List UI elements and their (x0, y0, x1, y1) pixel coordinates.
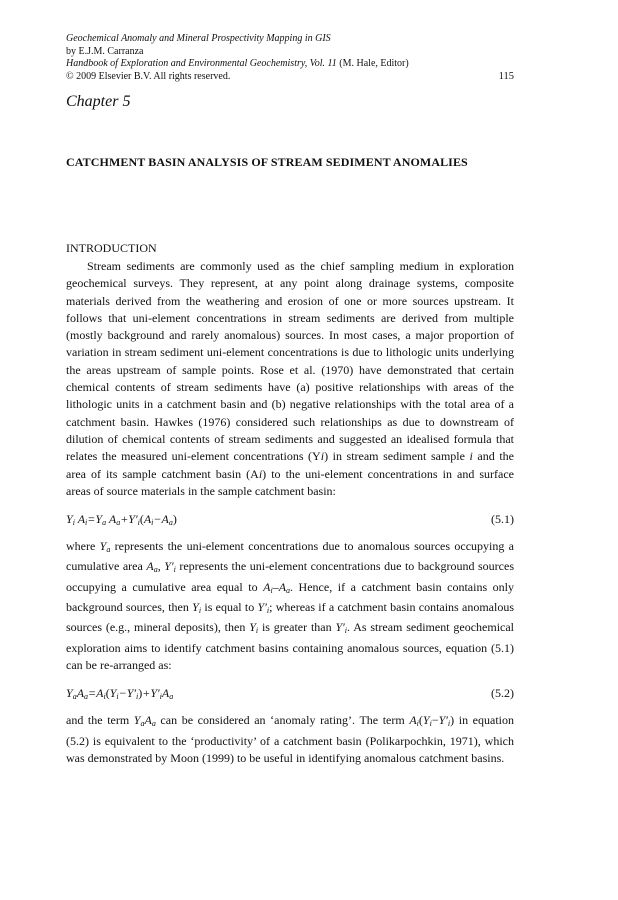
definition-paragraph: where $Y_a$ represents the uni-element concentrations due to anomalous sources occupying a cumulative area $A_a$, $Y'_i$ represents the uni-element concentrations due to background sources occupying a cumulative area equal to $A_i-A_a$. Hence, if a catchment basin contains only background sources, then $Y_i$ is equal to $Y'_i$; whereas if a catchment basin contains anomalous sources (e.g., mineral deposits), then $Y_i$ is greater than $Y'_i$. As stream sediment geochemical exploration aims to identify catchment basins containing anomalous sources, equation (5.1) can be re-arranged as: (66, 539, 515, 672)
anomaly-rating-paragraph: and the term $Y_aA_a$ can be considered an ‘anomaly rating’. The term $A_i(Y_i-Y'_i)$ in equation (5.2) is equivalent to the ‘productivity’ of a catchment basin (Polikarpochkin, 1971), which was demonstrated by Moon (1999) to be useful in identifying anomalous catchment basins. (66, 713, 515, 765)
page-number: 115 (498, 70, 514, 82)
copyright: © 2009 Elsevier B.V. All rights reserved. (66, 70, 231, 82)
book-title: Geochemical Anomaly and Mineral Prospectivity Mapping in GIS (66, 33, 331, 44)
series-line (66, 58, 514, 71)
intro-paragraph: Stream sediments are commonly used as the chief sampling medium in exploration geochemical surveys. They represent, at any point along drainage systems, composite materials derived from the weathering and erosion of one or more sources upstream. It follows that uni-element concentrations in stream sediments are derived from multiple (mostly background and rarely anomalous) sources. In most cases, a major proportion of variation in stream sediment uni-element concentrations is due to lithologic units underlying the areas upstream of sample points. Rose et al. (1970) have demonstrated that certain chemical contents of stream sediments have (a) positive relationships with areas of the lithologic units in a catchment basin and (b) negative relationships with the total area of a catchment basin. Hawkes (1976) considered such relationships as due to downstream of dilution of chemical contents of stream sediments and suggested an idealised formula that relates the measured uni-element concentrations (Yi) in stream sediment sample i and the area of its sample catchment basin (Ai) to the uni-element concentrations in and surface areas of source materials in the sample catchment basin: (66, 259, 514, 498)
section-heading: INTRODUCTION (66, 241, 157, 255)
book-author: by E.J.M. Carranza (66, 45, 144, 57)
equation-5-2-formula: $Y_aA_a=A_i(Y_i-Y'_i)+Y'_iA_a$ (66, 686, 174, 702)
equation-5-1-formula: $Y_i$ $A_i=Y_a$ $A_a+Y'_i(A_i-A_a)$ (66, 512, 177, 528)
equation-5-2-number: (5.2) (491, 686, 514, 701)
equation-5-1 (66, 508, 514, 530)
equation-5-1-number: (5.1) (491, 512, 514, 527)
chapter-label: Chapter 5 (66, 93, 131, 110)
series-title: Handbook of Exploration and Environmental Geochemistry, Vol. 11 (66, 58, 337, 69)
series-editor: (M. Hale, Editor) (336, 58, 409, 69)
page (66, 33, 514, 767)
book-metadata (66, 33, 514, 83)
equation-5-2 (66, 682, 514, 704)
chapter-title: CATCHMENT BASIN ANALYSIS OF STREAM SEDIMENT ANOMALIES (66, 155, 468, 169)
